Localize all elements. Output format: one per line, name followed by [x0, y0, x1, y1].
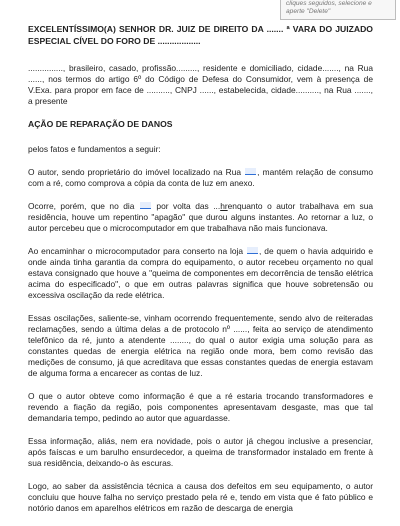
- action-title: AÇÃO DE REPARAÇÃO DE DANOS: [28, 119, 173, 129]
- paragraph-repair: [28, 246, 373, 301]
- paragraph-information: O que o autor obteve como informação é que a ré estaria trocando transformadores e revendo a fiação da região, pois componentes apresentavam desgaste, mas que tal demandaria tempo, pedindo ao autor que aguardasse.: [28, 391, 373, 423]
- paragraph-property: [28, 167, 373, 189]
- paragraph-blackout-text-b: por volta das ...: [156, 201, 221, 211]
- instruction-hint-text: cliques seguidos, selecione e aperte "Delete": [286, 0, 372, 15]
- petition-heading: EXCELENTÍSSIMO(A) SENHOR DR. JUIZ DE DIREITO DA ....... ª VARA DO JUIZADO ESPECIAL CÍVEL DO FORO DE ..................: [28, 24, 373, 46]
- hour-marker: hr: [220, 201, 228, 211]
- paragraph-repair-text-a: Ao encaminhar o microcomputador para conserto na loja: [28, 246, 244, 256]
- intro-paragraph: pelos fatos e fundamentos a seguir:: [28, 144, 161, 154]
- paragraph-blackout: [28, 201, 373, 234]
- paragraph-repair-text-b: , de quem o havia adquirido e onde ainda tinha garantia da compra do equipamento, o autor recebeu orçamento no qual estava consignado que houve a "queima de componentes em decorrência de tensão elétrica acima do especificado", o que em outras palavras significa que houve sobretensão ou excessiva oscilação da rede elétrica.: [28, 246, 374, 300]
- qualification-paragraph: ..............., brasileiro, casado, profissão........., residente e domiciliado, cidade......., na Rua ......, nos termos do artigo 6º do Código de Defesa do Consumidor, vem à presença de V.Exa. para propor em face de .........., CNPJ ......, estabelecida, cidade.........., na Rua ......., a presente: [28, 63, 373, 106]
- street-blank-field[interactable]: [245, 168, 256, 175]
- paragraph-transformer: Essa informação, aliás, nem era novidade, pois o autor já chegou inclusive a presenciar, após faíscas e um barulho ensurdecedor, a queima de transformador instalado em frente à sua residência, deixando-o às escuras.: [28, 436, 373, 468]
- date-blank-field[interactable]: [140, 202, 151, 209]
- paragraph-blackout-text-a: Ocorre, porém, que no dia: [28, 201, 135, 211]
- store-blank-field[interactable]: [247, 247, 258, 254]
- paragraph-oscillations: Essas oscilações, saliente-se, vinham ocorrendo frequentemente, sendo alvo de reiteradas reclamações, sendo a última delas a de protocolo nº ......, feita ao serviço de atendimento telefônico da ré, junto a atendente ........, do qual o autor exigia uma solução para as constantes quedas de energia elétrica na região onde mora, bem como revisão das medições de consumo, já que acreditava que essas constantes quedas de energia estavam de alguma forma a encarecer as contas de luz.: [28, 313, 373, 378]
- paragraph-conclusion: Logo, ao saber da assistência técnica a causa dos defeitos em seu equipamento, o autor concluiu que houve falha no serviço prestado pela ré e, tendo em vista que é fato público e notório danos em aparelhos elétricos em razão de descarga de energia: [28, 481, 373, 513]
- instruction-hint-box: [280, 0, 396, 20]
- paragraph-property-text-b: , mantém relação de consumo com a ré, como comprova a cópia da conta de luz em anexo.: [28, 167, 373, 188]
- petition-body: [28, 24, 373, 526]
- paragraph-blackout-text-c: enquanto o autor trabalhava em sua residência, houve um repentino "apagão" que durou alguns instantes. Ao retornar a luz, o autor percebeu que o microcomputador em que trabalhava não mais funcionava.: [28, 201, 374, 233]
- paragraph-property-text-a: O autor, sendo proprietário do imóvel localizado na Rua: [28, 167, 242, 177]
